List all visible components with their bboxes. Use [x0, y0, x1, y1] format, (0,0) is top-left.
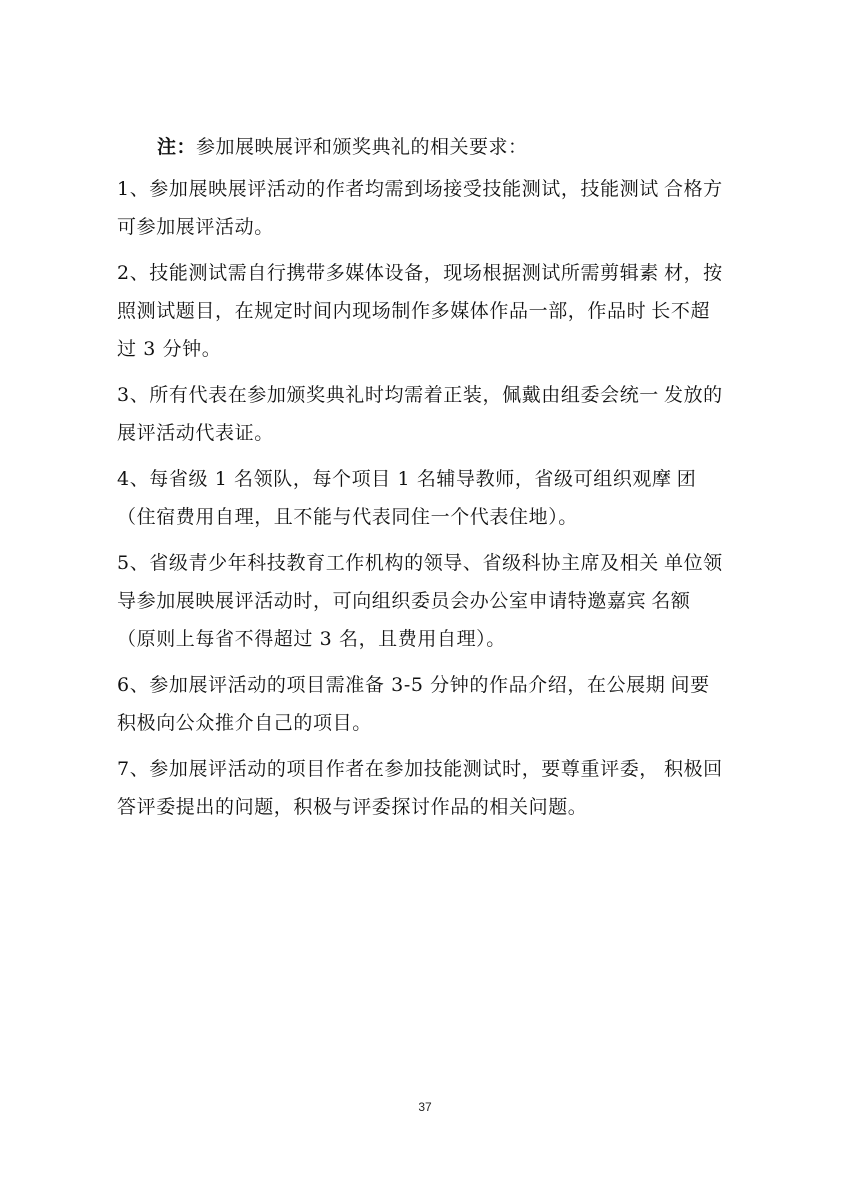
requirement-line: 1、参加展映展评活动的作者均需到场接受技能测试，技能测试: [117, 178, 659, 200]
requirement-item-5: [117, 544, 727, 658]
requirement-item-1: [117, 170, 727, 246]
requirement-line: 材，按照测试题目，在规定时间内现场制作多媒体作品一部，作品时: [117, 262, 723, 322]
requirement-item-2: [117, 254, 727, 368]
requirement-line: 发放的展评活动代表证。: [117, 384, 723, 444]
requirement-line: 长不超过 3 分钟。: [117, 300, 711, 360]
requirement-line: 积极回答评委提出的问题，积极与评委探讨作品的相关问题。: [117, 758, 723, 818]
note-text: 参加展映展评和颁奖典礼的相关要求：: [196, 136, 528, 158]
requirement-item-4: [117, 460, 727, 536]
requirement-item-3: [117, 376, 727, 452]
requirement-item-7: [117, 750, 727, 826]
requirement-item-6: [117, 666, 727, 742]
page-number: 37: [418, 1100, 432, 1114]
requirement-line: 6、参加展评活动的项目需准备 3-5 分钟的作品介绍，在公展期: [117, 674, 666, 696]
note-heading: [117, 132, 727, 162]
requirement-line: 合格方可参加展评活动。: [117, 178, 723, 238]
document-body: [117, 132, 727, 834]
requirement-line: 3、所有代表在参加颁奖典礼时均需着正装，佩戴由组委会统一: [117, 384, 659, 406]
requirement-line: 名额（原则上每省不得超过 3 名，且费用自理）。: [117, 590, 691, 650]
requirement-line: 团（住宿费用自理，且不能与代表同住一个代表住地）。: [117, 468, 697, 528]
requirement-line: 单位领导参加展映展评活动时，可向组织委员会办公室申请特邀嘉宾: [117, 552, 723, 612]
requirement-line: 4、每省级 1 名领队，每个项目 1 名辅导教师，省级可组织观摩: [117, 468, 672, 490]
requirement-line: 2、技能测试需自行携带多媒体设备，现场根据测试所需剪辑素: [117, 262, 659, 284]
requirement-line: 7、参加展评活动的项目作者在参加技能测试时，要尊重评委，: [117, 758, 659, 780]
requirement-line: 5、省级青少年科技教育工作机构的领导、省级科协主席及相关: [117, 552, 659, 574]
note-label: 注：: [157, 136, 197, 158]
requirement-line: 间要积极向公众推介自己的项目。: [117, 674, 710, 734]
